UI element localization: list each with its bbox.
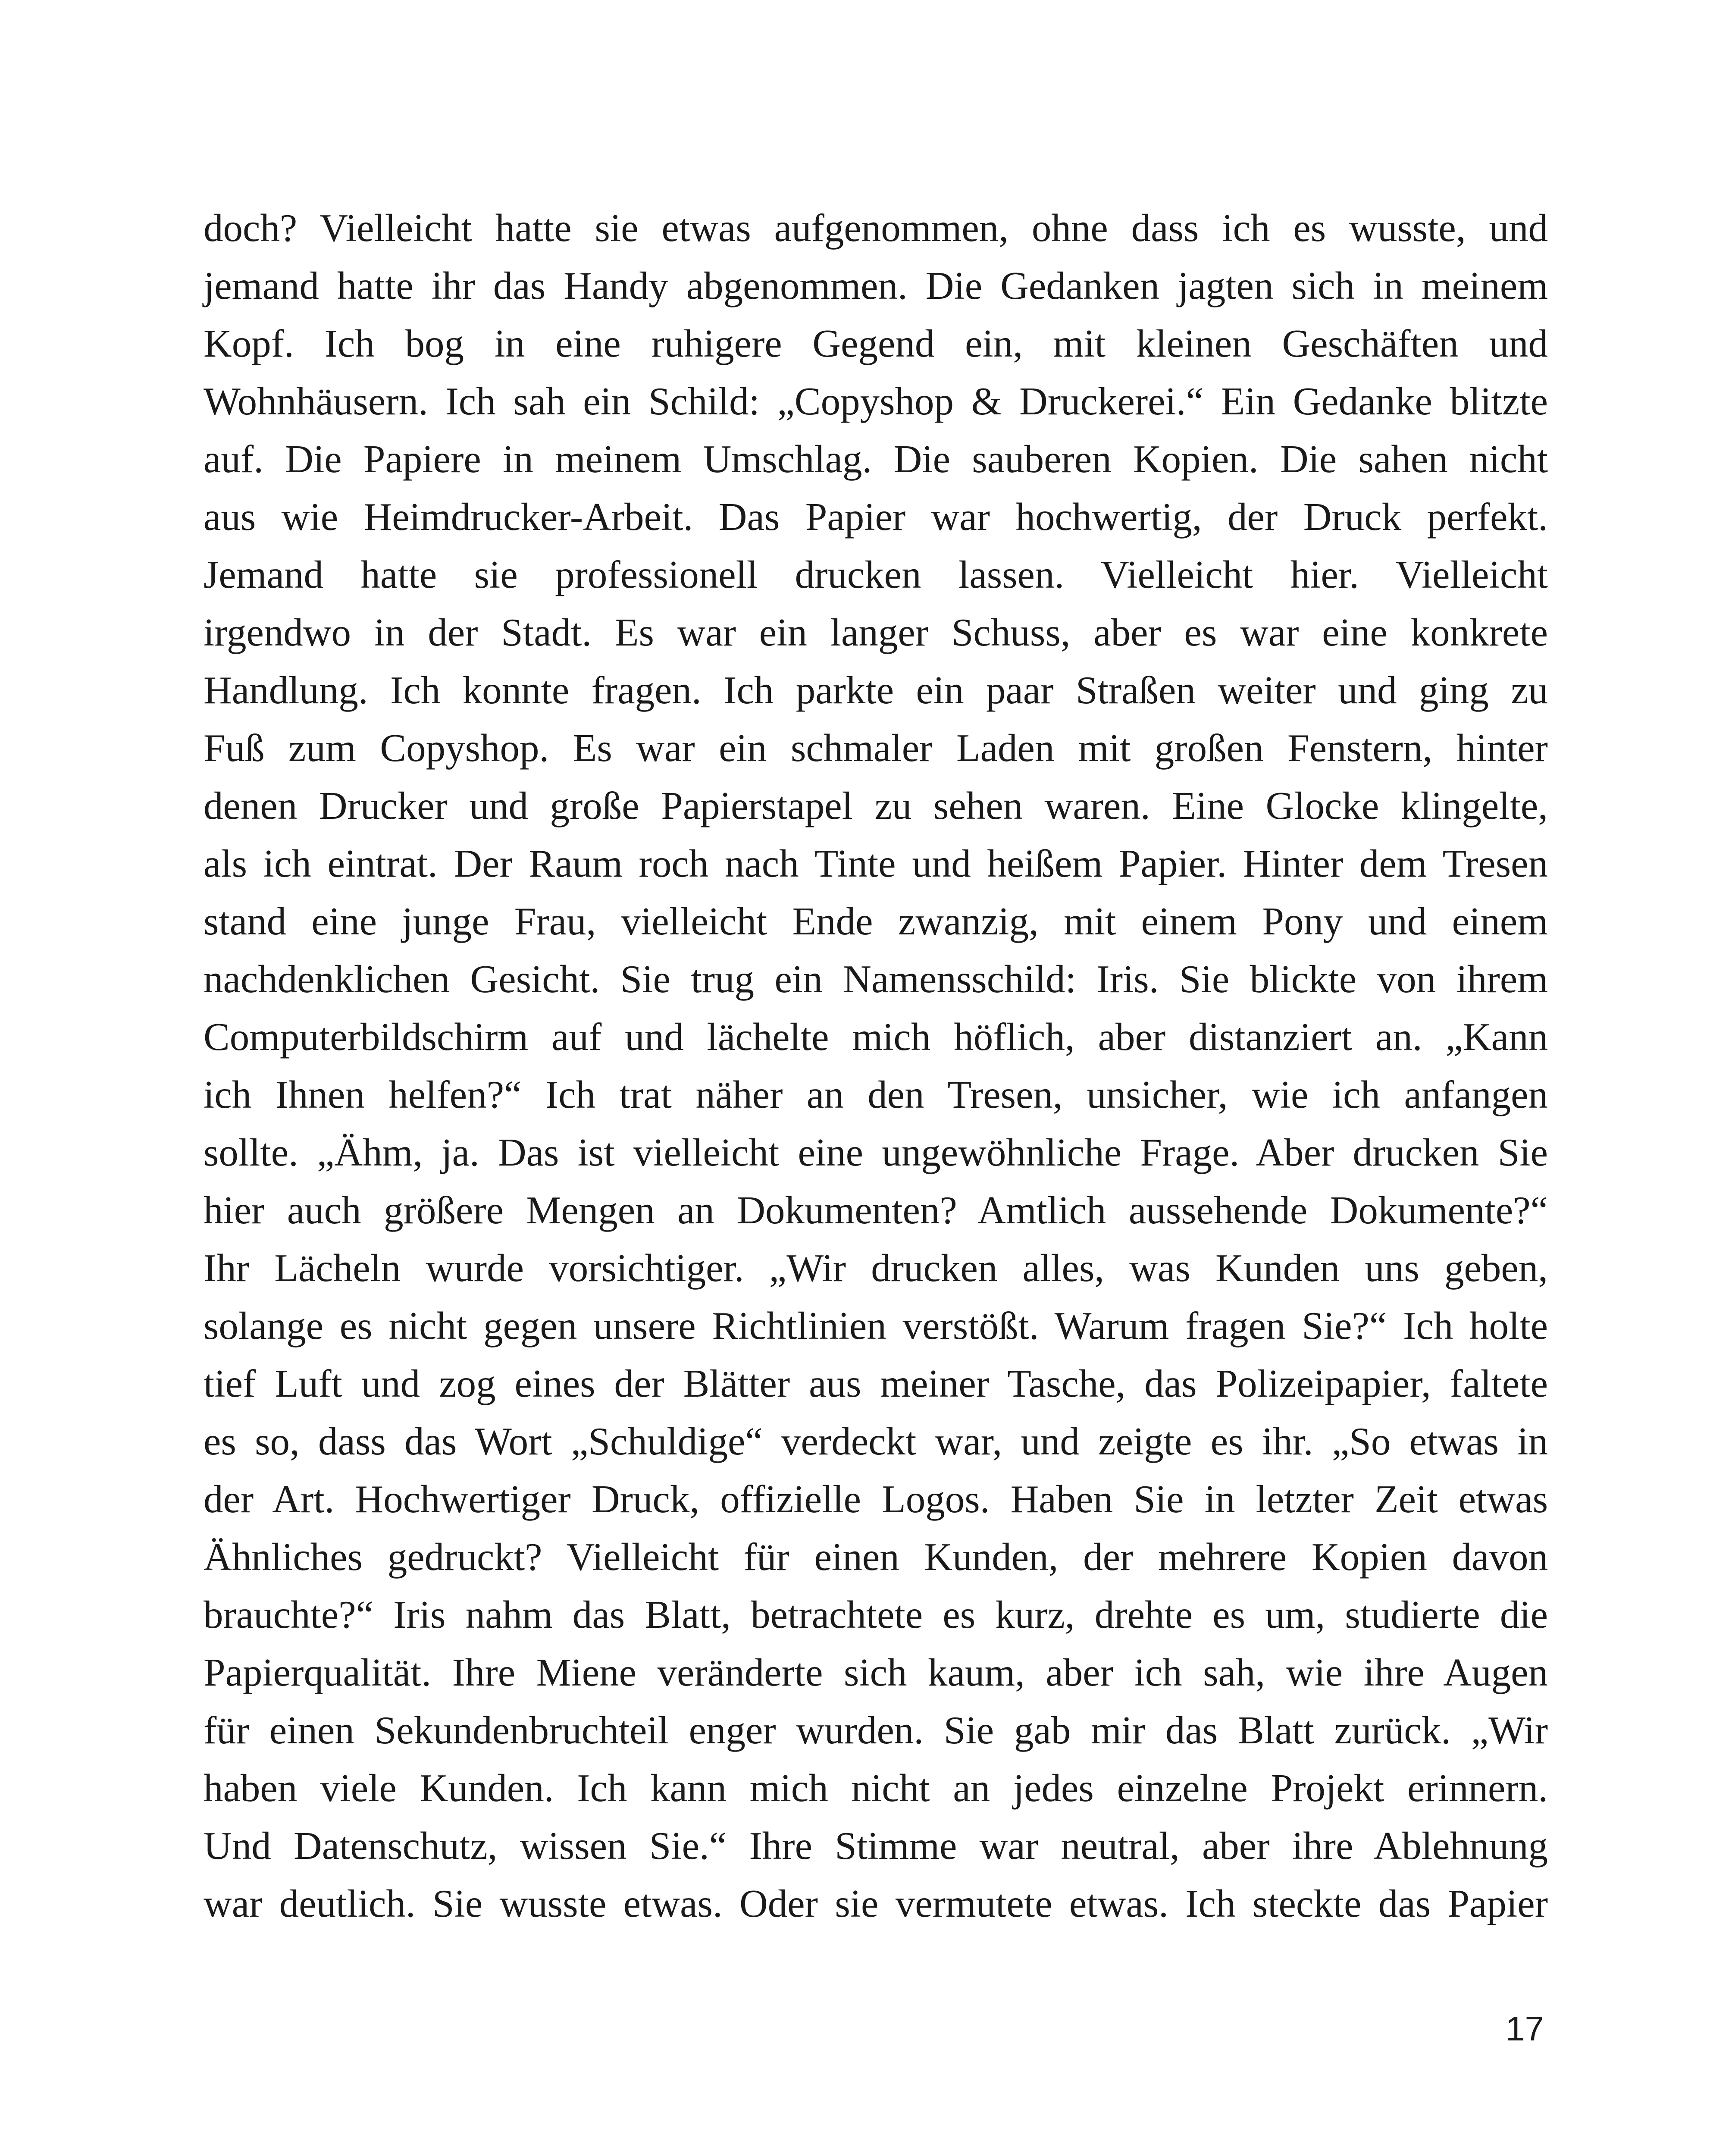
text-line: hier auch größere Mengen an Dokumenten? Amtlich aussehende Dokumente?“	[204, 1188, 1548, 1232]
text-line: haben viele Kunden. Ich kann mich nicht an jedes einzelne Projekt erinnern.	[204, 1766, 1548, 1810]
text-line: tief Luft und zog eines der Blätter aus meiner Tasche, das Polizeipapier, faltete	[204, 1362, 1548, 1405]
text-line: es so, dass das Wort „Schuldige“ verdeckt war, und zeigte es ihr. „So etwas in	[204, 1420, 1548, 1463]
text-line: Ihr Lächeln wurde vorsichtiger. „Wir drucken alles, was Kunden uns geben,	[204, 1246, 1548, 1290]
text-line: Papierqualität. Ihre Miene veränderte sich kaum, aber ich sah, wie ihre Augen	[204, 1651, 1548, 1694]
text-line: brauchte?“ Iris nahm das Blatt, betrachtete es kurz, drehte es um, studierte die	[204, 1593, 1548, 1636]
text-line: Und Datenschutz, wissen Sie.“ Ihre Stimme war neutral, aber ihre Ablehnung	[204, 1824, 1548, 1868]
text-line: stand eine junge Frau, vielleicht Ende zwanzig, mit einem Pony und einem	[204, 899, 1548, 943]
text-line: Computerbildschirm auf und lächelte mich höflich, aber distanziert an. „Kann	[204, 1015, 1548, 1059]
text-line: Ähnliches gedruckt? Vielleicht für einen Kunden, der mehrere Kopien davon	[204, 1535, 1548, 1579]
text-line: nachdenklichen Gesicht. Sie trug ein Namensschild: Iris. Sie blickte von ihrem	[204, 957, 1548, 1001]
text-line: sollte. „Ähm, ja. Das ist vielleicht eine ungewöhnliche Frage. Aber drucken Sie	[204, 1131, 1548, 1174]
text-line: jemand hatte ihr das Handy abgenommen. Die Gedanken jagten sich in meinem	[204, 264, 1548, 307]
text-line: Kopf. Ich bog in eine ruhigere Gegend ein, mit kleinen Geschäften und	[204, 322, 1548, 365]
text-line: denen Drucker und große Papierstapel zu sehen waren. Eine Glocke klingelte,	[204, 784, 1548, 827]
text-line: Handlung. Ich konnte fragen. Ich parkte ein paar Straßen weiter und ging zu	[204, 668, 1548, 712]
text-line: der Art. Hochwertiger Druck, offizielle Logos. Haben Sie in letzter Zeit etwas	[204, 1477, 1548, 1521]
text-line: Fuß zum Copyshop. Es war ein schmaler Laden mit großen Fenstern, hinter	[204, 726, 1548, 770]
page-number: 17	[1506, 2009, 1544, 2048]
text-line: ich Ihnen helfen?“ Ich trat näher an den Tresen, unsicher, wie ich anfangen	[204, 1073, 1548, 1116]
text-line: als ich eintrat. Der Raum roch nach Tinte und heißem Papier. Hinter dem Tresen	[204, 842, 1548, 885]
text-line: für einen Sekundenbruchteil enger wurden. Sie gab mir das Blatt zurück. „Wir	[204, 1708, 1548, 1752]
text-line: war deutlich. Sie wusste etwas. Oder sie vermutete etwas. Ich steckte das Papier	[204, 1882, 1548, 1925]
body-text	[204, 199, 1548, 1933]
text-line: Wohnhäusern. Ich sah ein Schild: „Copyshop & Druckerei.“ Ein Gedanke blitzte	[204, 379, 1548, 423]
text-line: solange es nicht gegen unsere Richtlinien verstößt. Warum fragen Sie?“ Ich holte	[204, 1304, 1548, 1348]
text-line: Jemand hatte sie professionell drucken lassen. Vielleicht hier. Vielleicht	[204, 553, 1548, 596]
text-line: aus wie Heimdrucker-Arbeit. Das Papier war hochwertig, der Druck perfekt.	[204, 495, 1548, 539]
text-line: auf. Die Papiere in meinem Umschlag. Die sauberen Kopien. Die sahen nicht	[204, 437, 1548, 481]
text-line: doch? Vielleicht hatte sie etwas aufgenommen, ohne dass ich es wusste, und	[204, 206, 1548, 250]
text-line: irgendwo in der Stadt. Es war ein langer Schuss, aber es war eine konkrete	[204, 611, 1548, 654]
